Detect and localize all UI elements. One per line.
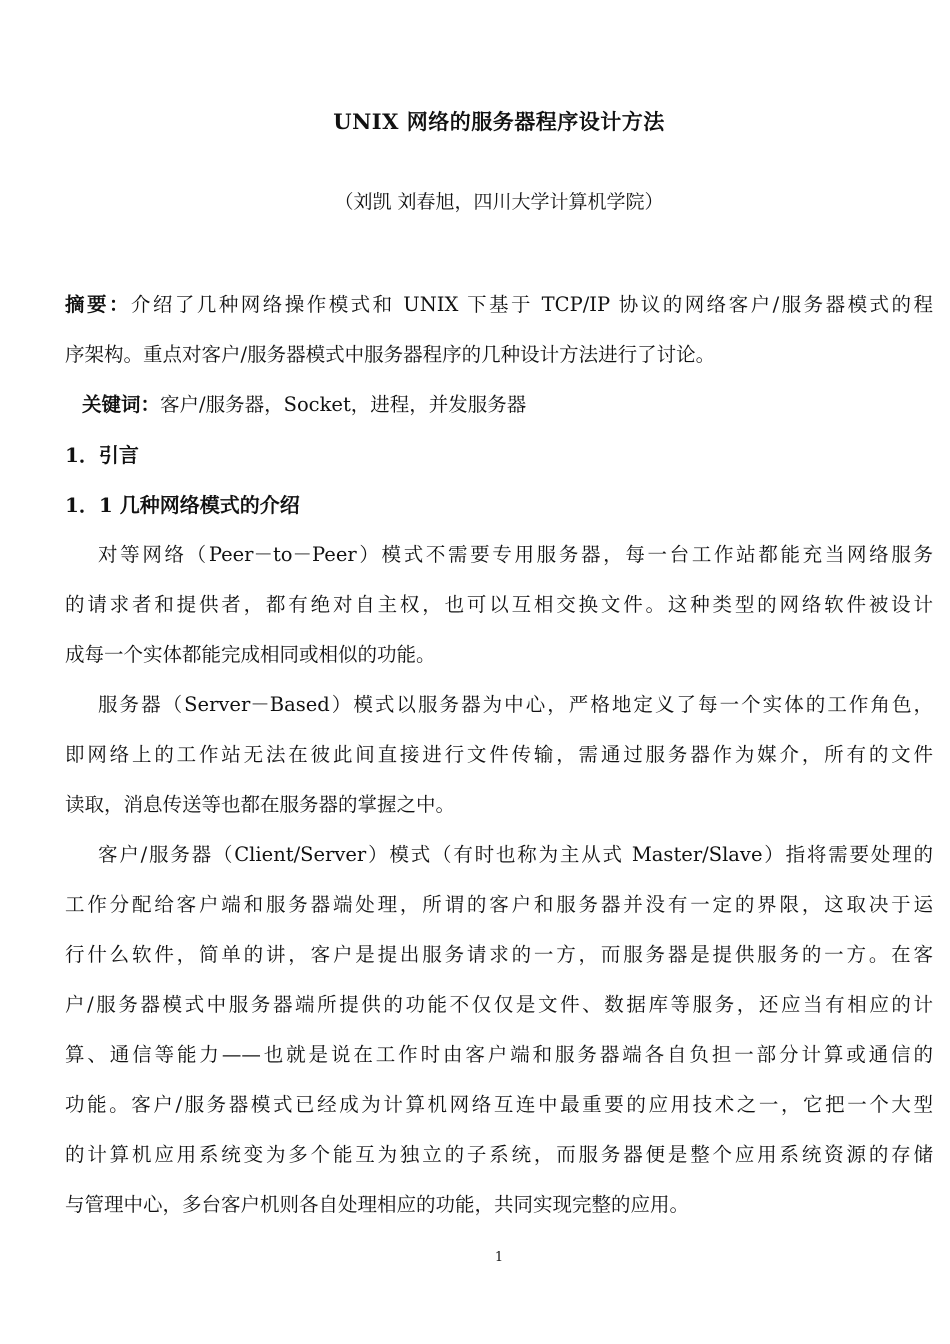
paragraph-line: 户/服务器模式中服务器端所提供的功能不仅仅是文件、数据库等服务，还应当有相应的计 [65, 993, 933, 1016]
paragraph-line: 的计算机应用系统变为多个能互为独立的子系统，而服务器便是整个应用系统资源的存储 [65, 1143, 933, 1166]
abstract-line-1 [65, 289, 933, 317]
paragraph-line: 算、通信等能力——也就是说在工作时由客户端和服务器端各自负担一部分计算或通信的 [65, 1043, 933, 1066]
paragraph-line: 对等网络（Peer－to－Peer）模式不需要专用服务器，每一台工作站都能充当网络服务 [98, 543, 933, 566]
page-number: 1 [494, 1250, 504, 1265]
paragraph-line: 与管理中心，多台客户机则各自处理相应的功能，共同实现完整的应用。 [65, 1193, 690, 1216]
paragraph-line: 行什么软件，简单的讲，客户是提出服务请求的一方，而服务器是提供服务的一方。在客 [65, 943, 933, 966]
paragraph-line: 工作分配给客户端和服务器端处理，所谓的客户和服务器并没有一定的界限，这取决于运 [65, 893, 933, 916]
paragraph-line: 即网络上的工作站无法在彼此间直接进行文件传输，需通过服务器作为媒介，所有的文件 [65, 743, 933, 766]
section-heading-1: 1．引言 [65, 443, 139, 467]
keywords-label: 关键词： [82, 393, 161, 416]
paragraph-line: 读取，消息传送等也都在服务器的掌握之中。 [65, 793, 456, 816]
keywords-text: 客户/服务器，Socket，进程，并发服务器 [160, 393, 527, 416]
paragraph-line: 功能。客户/服务器模式已经成为计算机网络互连中最重要的应用技术之一，它把一个大型 [65, 1093, 933, 1116]
paper-title: UNIX 网络的服务器程序设计方法 [333, 109, 665, 134]
abstract-label: 摘要： [65, 293, 131, 316]
section-heading-1-1: 1．1 几种网络模式的介绍 [65, 493, 300, 517]
keywords [82, 389, 950, 417]
abstract-text-1: 介绍了几种网络操作模式和 UNIX 下基于 TCP/IP 协议的网络客户/服务器模式的程 [130, 293, 933, 316]
paragraph-line: 服务器（Server－Based）模式以服务器为中心，严格地定义了每一个实体的工作角色， [98, 693, 933, 716]
paragraph-line: 成每一个实体都能完成相同或相似的功能。 [65, 643, 436, 666]
paragraph-line: 客户/服务器（Client/Server）模式（有时也称为主从式 Master/Slave）指将需要处理的 [98, 843, 933, 866]
paragraph-line: 的请求者和提供者，都有绝对自主权，也可以互相交换文件。这种类型的网络软件被设计 [65, 593, 933, 616]
authors: （刘凯 刘春旭，四川大学计算机学院） [334, 191, 664, 213]
abstract-line-2: 序架构。重点对客户/服务器模式中服务器程序的几种设计方法进行了讨论。 [65, 343, 716, 366]
